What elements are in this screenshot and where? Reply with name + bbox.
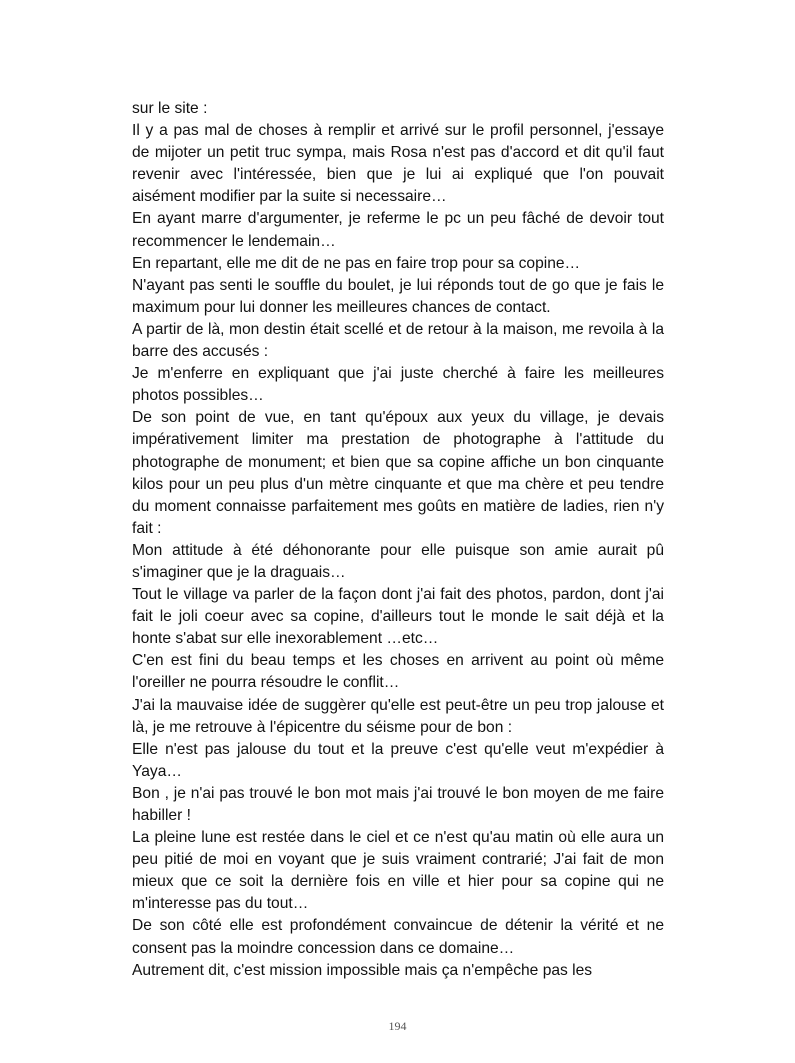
paragraph: De son côté elle est profondément convaincue de détenir la vérité et ne consent pas la moindre concession dans ce domaine… bbox=[132, 917, 664, 957]
paragraph: Il y a pas mal de choses à remplir et arrivé sur le profil personnel, j'essaye de mijoter un petit truc sympa, mais Rosa n'est pas d'accord et dit qu'il faut revenir avec l'intéressée, bien que je lui ai expliqué que l'on pouvait aisément modifier par la suite si necessaire… bbox=[132, 122, 664, 206]
paragraph: N'ayant pas senti le souffle du boulet, je lui réponds tout de go que je fais le maximum pour lui donner les meilleures chances de contact. bbox=[132, 276, 664, 316]
paragraph: Elle n'est pas jalouse du tout et la preuve c'est qu'elle veut m'expédier à Yaya… bbox=[132, 740, 664, 780]
paragraph: A partir de là, mon destin était scellé et de retour à la maison, me revoila à la barre des accusés : bbox=[132, 320, 664, 361]
paragraph: Tout le village va parler de la façon dont j'ai fait des photos, pardon, dont j'ai fait le joli coeur avec sa copine, d'ailleurs tout le monde le sait déjà et la honte s'abat sur elle inexorablement …etc… bbox=[132, 586, 664, 648]
paragraph: Mon attitude à été déhonorante pour elle puisque son amie aurait pû s'imaginer que je la draguais… bbox=[132, 541, 664, 581]
paragraph: Bon , je n'ai pas trouvé le bon mot mais j'ai trouvé le bon moyen de me faire habiller ! bbox=[132, 784, 664, 824]
paragraph: De son point de vue, en tant qu'époux aux yeux du village, je devais impérativement limiter ma prestation de photographe à l'attitude du photographe de monument; et bien que sa copine affiche un bon cinquante kilos pour un peu plus d'un mètre cinquante et que ma chère et peu tendre du moment connaisse parfaitement mes goûts en matière de ladies, rien n'y fait : bbox=[132, 409, 664, 537]
paragraph: Autrement dit, c'est mission impossible mais ça n'empêche pas les bbox=[132, 961, 593, 979]
paragraph: J'ai la mauvaise idée de suggèrer qu'elle est peut-être un peu trop jalouse et là, je me retrouve à l'épicentre du séisme pour de bon : bbox=[132, 696, 664, 736]
body-text bbox=[132, 98, 664, 982]
paragraph: En repartant, elle me dit de ne pas en faire trop pour sa copine… bbox=[132, 254, 581, 272]
page-number: 194 bbox=[388, 1019, 407, 1033]
paragraph: La pleine lune est restée dans le ciel et ce n'est qu'au matin où elle aura un peu pitié de moi en voyant que je suis vraiment contrarié; J'ai fait de mon mieux que ce soit la dernière fois en ville et hier pour sa copine qui ne m'interesse pas du tout… bbox=[132, 829, 664, 913]
paragraph: En ayant marre d'argumenter, je referme le pc un peu fâché de devoir tout recommencer le lendemain… bbox=[132, 210, 664, 250]
paragraph: Je m'enferre en expliquant que j'ai juste cherché à faire les meilleures photos possibles… bbox=[132, 365, 664, 405]
paragraph: sur le site : bbox=[132, 100, 208, 117]
paragraph: C'en est fini du beau temps et les choses en arrivent au point où même l'oreiller ne pourra résoudre le conflit… bbox=[132, 652, 664, 692]
